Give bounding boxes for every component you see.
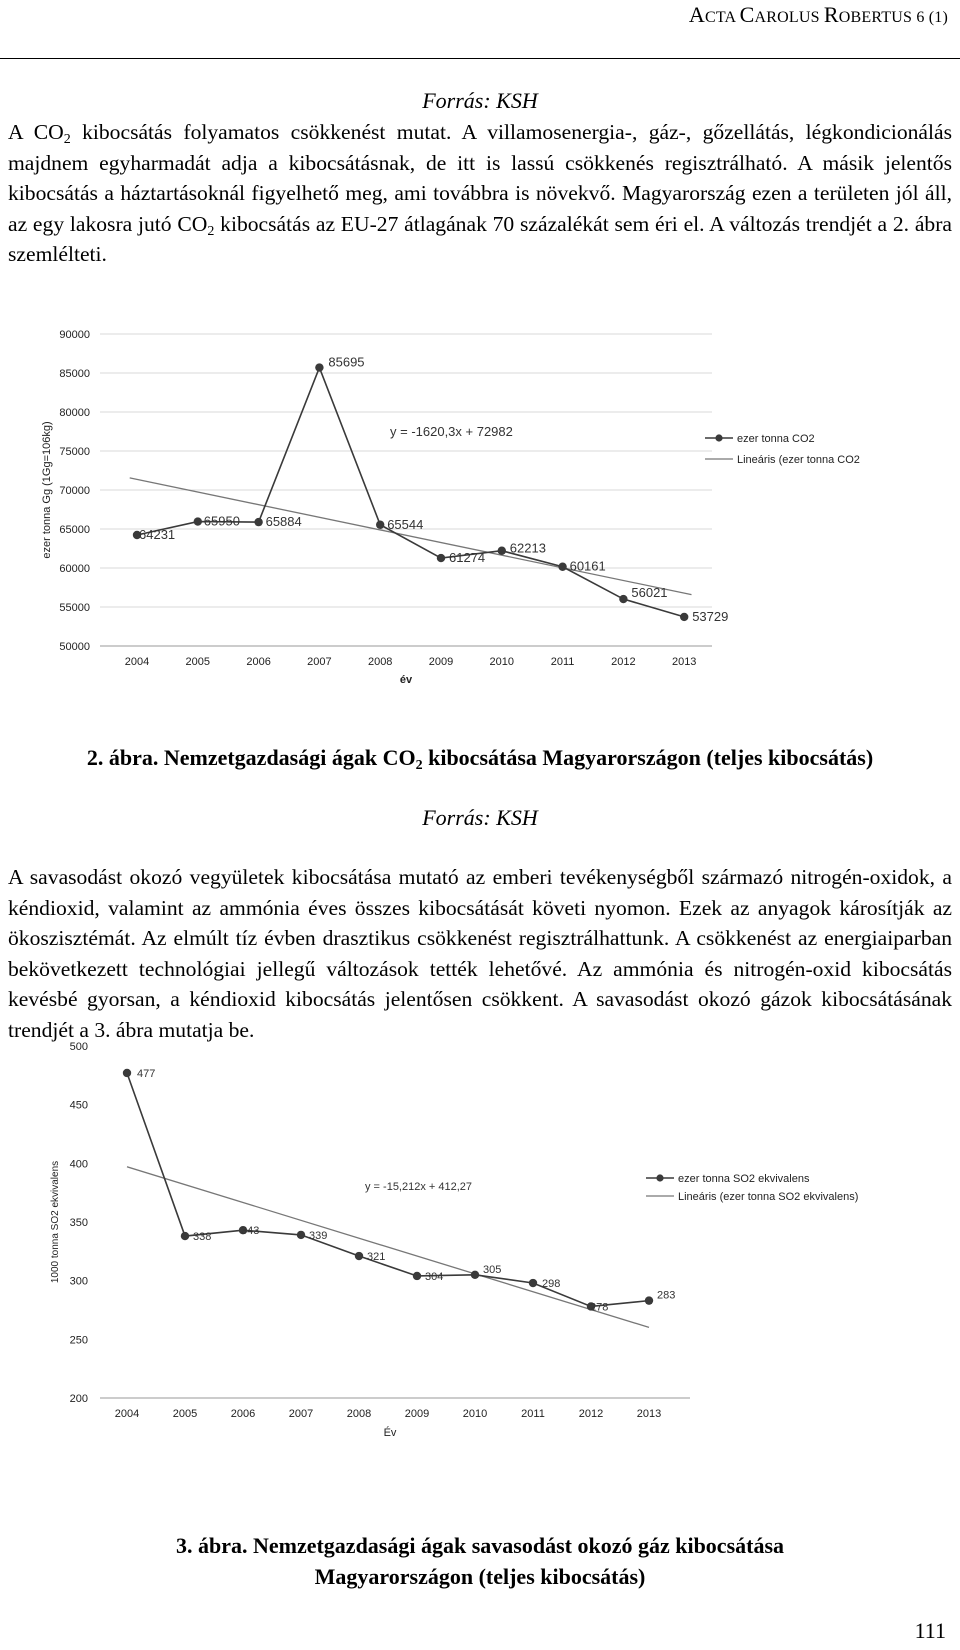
data-label: 305	[483, 1263, 502, 1276]
data-point	[194, 517, 202, 525]
legend-trend-label: Lineáris (ezer tonna CO2	[737, 454, 860, 466]
y-tick-label: 500	[69, 1041, 88, 1053]
x-tick-label: 2008	[346, 1408, 372, 1420]
data-label: 477	[137, 1067, 156, 1080]
data-point	[645, 1296, 653, 1304]
legend-series-label: ezer tonna CO2	[737, 433, 815, 445]
y-tick-label: 250	[69, 1334, 88, 1347]
data-label: 61274	[449, 550, 486, 566]
x-tick-label: 2009	[428, 656, 454, 668]
data-point	[181, 1232, 189, 1240]
page-number: 111	[914, 1618, 946, 1643]
figure3-caption-line1: 3. ábra. Nemzetgazdasági ágak savasodást okozó gáz kibocsátása	[175, 1533, 785, 1558]
data-point	[529, 1279, 537, 1287]
data-label: 65544	[387, 516, 424, 532]
y-tick-label: 85000	[59, 368, 90, 380]
data-point	[471, 1271, 479, 1279]
page-header	[0, 0, 960, 59]
data-label: 85695	[328, 354, 365, 370]
x-tick-label: 2013	[636, 1408, 662, 1420]
data-label: 298	[542, 1278, 561, 1291]
data-label: 339	[309, 1229, 328, 1242]
data-point	[123, 1069, 131, 1077]
data-label: 278	[590, 1301, 609, 1314]
x-tick-label: 2005	[185, 656, 211, 668]
x-tick-label: 2004	[114, 1408, 140, 1420]
trendline	[130, 478, 692, 595]
y-axis-title: ezer tonna Gg (1Gg=106kg)	[41, 421, 53, 559]
data-label: 338	[193, 1231, 212, 1244]
x-tick-label: 2007	[288, 1408, 314, 1420]
data-point	[297, 1231, 305, 1239]
figure3-caption	[0, 1530, 960, 1592]
y-tick-label: 75000	[59, 446, 90, 458]
data-point	[413, 1272, 421, 1280]
x-tick-label: 2012	[578, 1408, 604, 1420]
y-tick-label: 400	[69, 1158, 88, 1171]
legend-trend-label: Lineáris (ezer tonna SO2 ekvivalens)	[678, 1191, 859, 1203]
x-tick-label: 2009	[404, 1408, 430, 1420]
figure3-caption-line2: Magyarországon (teljes kibocsátás)	[314, 1564, 646, 1589]
legend-series-marker	[715, 434, 722, 441]
paragraph-co2: A $CO_2$ kibocsátás folyamatos csökkenést mutat. A villamosenergia-, gáz-, gőzellátás, légkondicionálás majdnem egyharmadát adja a kibocsátásnak, de itt is lassú csökkenés regisztrálható. A másik jelentős kibocsátás a háztartásoknál figyelhető meg, ami továbbra is növekvő. Magyarország ezen a területen jól áll, az egy lakosra jutó $CO_2$ kibocsátás az EU-27 átlagának 70 százalékát sem éri el. A változás trendjét a 2. ábra szemlélteti.	[8, 120, 953, 266]
y-tick-label: 70000	[59, 485, 90, 497]
x-tick-label: 2004	[124, 656, 150, 668]
figure2-caption: 2. ábra. Nemzetgazdasági ágak $CO_2$ kibocsátása Magyarországon (teljes kibocsátás)	[86, 745, 874, 773]
x-tick-label: 2011	[550, 656, 575, 668]
x-tick-label: 2008	[367, 656, 393, 668]
data-label: 304	[425, 1270, 444, 1283]
co2-emission-chart	[0, 310, 960, 710]
x-tick-label: 2006	[246, 656, 271, 668]
data-point	[498, 547, 506, 555]
so2-emission-chart	[0, 1041, 960, 1530]
data-point	[315, 363, 323, 371]
x-tick-label: 2010	[462, 1408, 488, 1420]
legend-series-marker	[656, 1174, 663, 1181]
paragraph-acidifying-gases: A savasodást okozó vegyületek kibocsátása mutató az emberi tevékenységből származó nitrogén-oxidok, a kéndioxid, valamint az ammónia éves összes kibocsátását követi nyomon. Ezek az anyagok károsítják az ökoszisztémát. Az elmúlt tíz évben drasztikus csökkenést regisztrálhattunk. A csökkenést az energiaiparban bekövetkezett technológiai jellegű változások tették lehetővé. Az ammónia és nitrogén-oxid kibocsátás kevésbé gyorsan, a kéndioxid kibocsátás jelentősen csökkent. A savasodást okozó gázok kibocsátásának trendjét a 3. ábra mutatja be.	[8, 865, 952, 1042]
y-tick-label: 350	[69, 1217, 88, 1229]
x-tick-label: 2013	[671, 656, 697, 668]
y-tick-label: 300	[69, 1275, 88, 1288]
data-point	[355, 1252, 363, 1260]
journal-title: ACTA CAROLUS ROBERTUS 6 (1)	[688, 2, 948, 27]
x-tick-label: 2007	[307, 656, 332, 668]
data-point	[254, 518, 262, 526]
x-axis-title: év	[399, 674, 413, 686]
trend-equation: y = -15,212x + 412,27	[365, 1181, 473, 1193]
data-label: 65950	[203, 513, 240, 529]
x-tick-label: 2006	[230, 1408, 256, 1420]
source-note-mid: Forrás: KSH	[422, 805, 538, 830]
y-tick-label: 65000	[59, 524, 90, 536]
source-note-top: Forrás: KSH	[422, 88, 538, 113]
data-point	[376, 521, 384, 529]
data-label: 60161	[569, 558, 606, 574]
y-tick-label: 90000	[59, 329, 90, 341]
data-point	[619, 595, 627, 603]
data-label: 62213	[509, 540, 546, 556]
data-label: 283	[657, 1289, 676, 1302]
data-label: 65884	[265, 514, 302, 530]
data-label: 321	[367, 1251, 386, 1264]
y-tick-label: 200	[69, 1393, 88, 1405]
trend-equation: y = -1620,3x + 72982	[390, 424, 513, 439]
data-point	[437, 554, 445, 562]
y-tick-label: 55000	[59, 602, 90, 614]
y-tick-label: 80000	[59, 407, 90, 419]
data-label: 53729	[692, 608, 729, 624]
x-tick-label: 2012	[611, 656, 636, 668]
x-tick-label: 2010	[489, 656, 515, 668]
data-label: 56021	[631, 585, 668, 601]
x-axis-title: Év	[383, 1427, 397, 1439]
y-tick-label: 450	[69, 1099, 88, 1112]
x-tick-label: 2011	[521, 1408, 545, 1420]
y-tick-label: 60000	[59, 563, 90, 575]
data-point	[680, 613, 688, 621]
data-label: 343	[241, 1225, 260, 1238]
x-tick-label: 2005	[172, 1408, 198, 1420]
series-line	[137, 368, 684, 617]
y-tick-label: 50000	[59, 641, 90, 653]
data-point	[558, 563, 566, 571]
legend-series-label: ezer tonna SO2 ekvivalens	[678, 1173, 810, 1185]
y-axis-title: 1000 tonna SO2 ekvivalens	[50, 1160, 61, 1284]
data-label: 64231	[139, 526, 176, 542]
